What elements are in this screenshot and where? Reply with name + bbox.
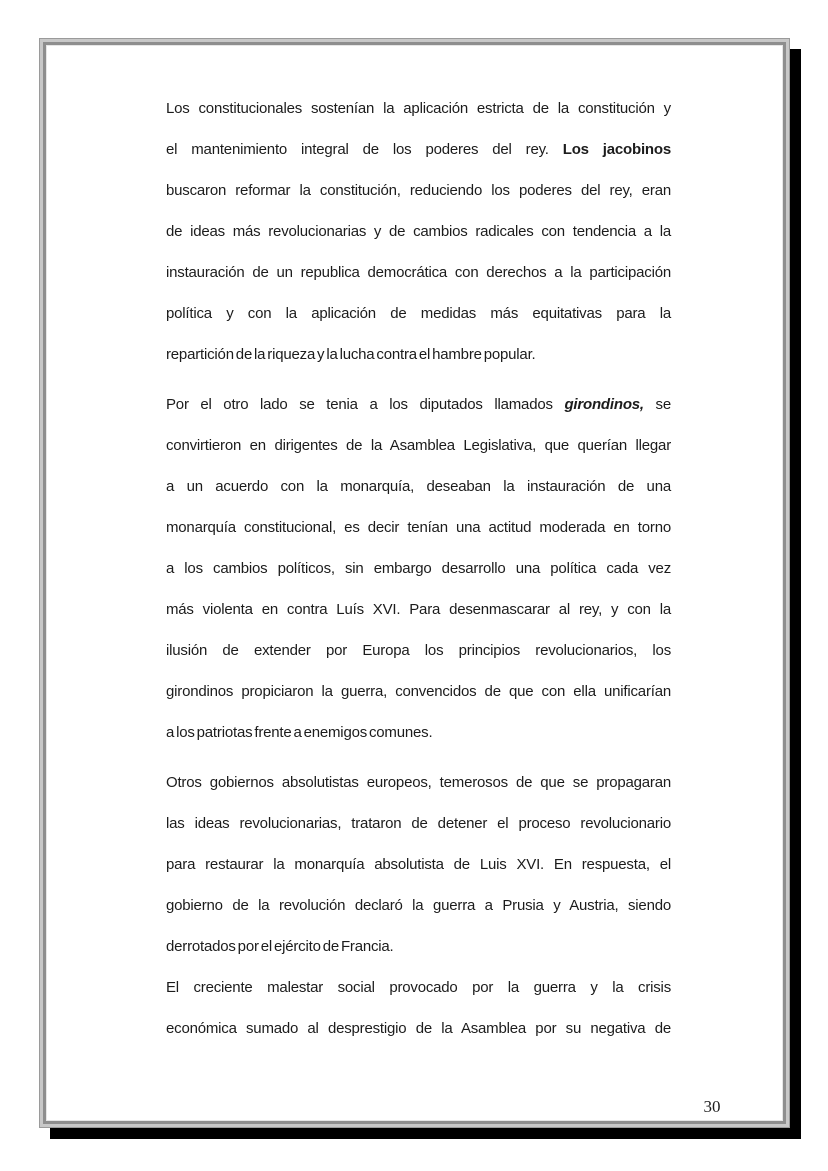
text-line	[166, 671, 671, 712]
text-segment: girondinos propiciaron la guerra, convencidos de que con ella unificarían	[166, 683, 671, 700]
text-segment: derrotados por el ejército de Francia.	[166, 938, 394, 955]
text-line	[166, 88, 671, 129]
text-segment: ilusión de extender por Europa los principios revolucionarios, los	[166, 642, 671, 659]
page-number: 30	[703, 1097, 721, 1116]
text-segment: para restaurar la monarquía absolutista de Luis XVI. En respuesta, el	[166, 856, 671, 873]
text-line	[166, 507, 671, 548]
paragraph	[166, 384, 671, 753]
text-segment: monarquía constitucional, es decir tenían una actitud moderada en torno	[166, 519, 671, 536]
text-line	[166, 630, 671, 671]
text-line	[166, 885, 671, 926]
paragraph	[166, 88, 671, 375]
text-line	[166, 425, 671, 466]
emphasized-text: girondinos,	[564, 396, 644, 413]
text-line	[166, 211, 671, 252]
text-line	[166, 803, 671, 844]
text-segment: Otros gobiernos absolutistas europeos, temerosos de que se propagaran	[166, 774, 671, 791]
text-line	[166, 844, 671, 885]
text-line	[166, 129, 671, 170]
text-line	[166, 712, 671, 753]
text-segment: gobierno de la revolución declaró la guerra a Prusia y Austria, siendo	[166, 897, 671, 914]
text-line	[166, 762, 671, 803]
text-segment: se	[643, 396, 671, 413]
text-segment: buscaron reformar la constitución, reduciendo los poderes del rey, eran	[166, 182, 671, 199]
text-line	[166, 334, 671, 375]
emphasized-text: Los jacobinos	[562, 141, 672, 158]
text-block	[166, 88, 671, 1049]
text-line	[166, 926, 671, 967]
text-segment: a un acuerdo con la monarquía, deseaban la instauración de una	[166, 478, 671, 495]
text-segment: a los cambios políticos, sin embargo desarrollo una política cada vez	[166, 560, 671, 577]
text-line	[166, 548, 671, 589]
text-segment: instauración de un republica democrática con derechos a la participación	[166, 264, 671, 281]
paragraph	[166, 967, 671, 1049]
text-segment: más violenta en contra Luís XVI. Para desenmascarar al rey, y con la	[166, 601, 671, 618]
text-segment: convirtieron en dirigentes de la Asamblea Legislativa, que querían llegar	[166, 437, 671, 454]
text-line	[166, 589, 671, 630]
text-segment: el mantenimiento integral de los poderes del rey.	[166, 141, 563, 158]
text-segment: El creciente malestar social provocado por la guerra y la crisis	[166, 979, 671, 996]
text-segment: las ideas revolucionarias, trataron de detener el proceso revolucionario	[166, 815, 671, 832]
text-line	[166, 252, 671, 293]
text-line	[166, 967, 671, 1008]
text-segment: económica sumado al desprestigio de la Asamblea por su negativa de	[166, 1020, 671, 1037]
text-line	[166, 1008, 671, 1049]
text-line	[166, 293, 671, 334]
text-line	[166, 466, 671, 507]
text-segment: a los patriotas frente a enemigos comunes.	[166, 724, 433, 741]
text-segment: Los constitucionales sostenían la aplicación estricta de la constitución y	[166, 100, 671, 117]
text-segment: repartición de la riqueza y la lucha contra el hambre popular.	[166, 346, 536, 363]
text-segment: Por el otro lado se tenia a los diputados llamados	[166, 396, 565, 413]
paragraph	[166, 762, 671, 967]
text-line	[166, 384, 671, 425]
text-line	[166, 170, 671, 211]
text-segment: política y con la aplicación de medidas más equitativas para la	[166, 305, 671, 322]
text-segment: de ideas más revolucionarias y de cambios radicales con tendencia a la	[166, 223, 671, 240]
